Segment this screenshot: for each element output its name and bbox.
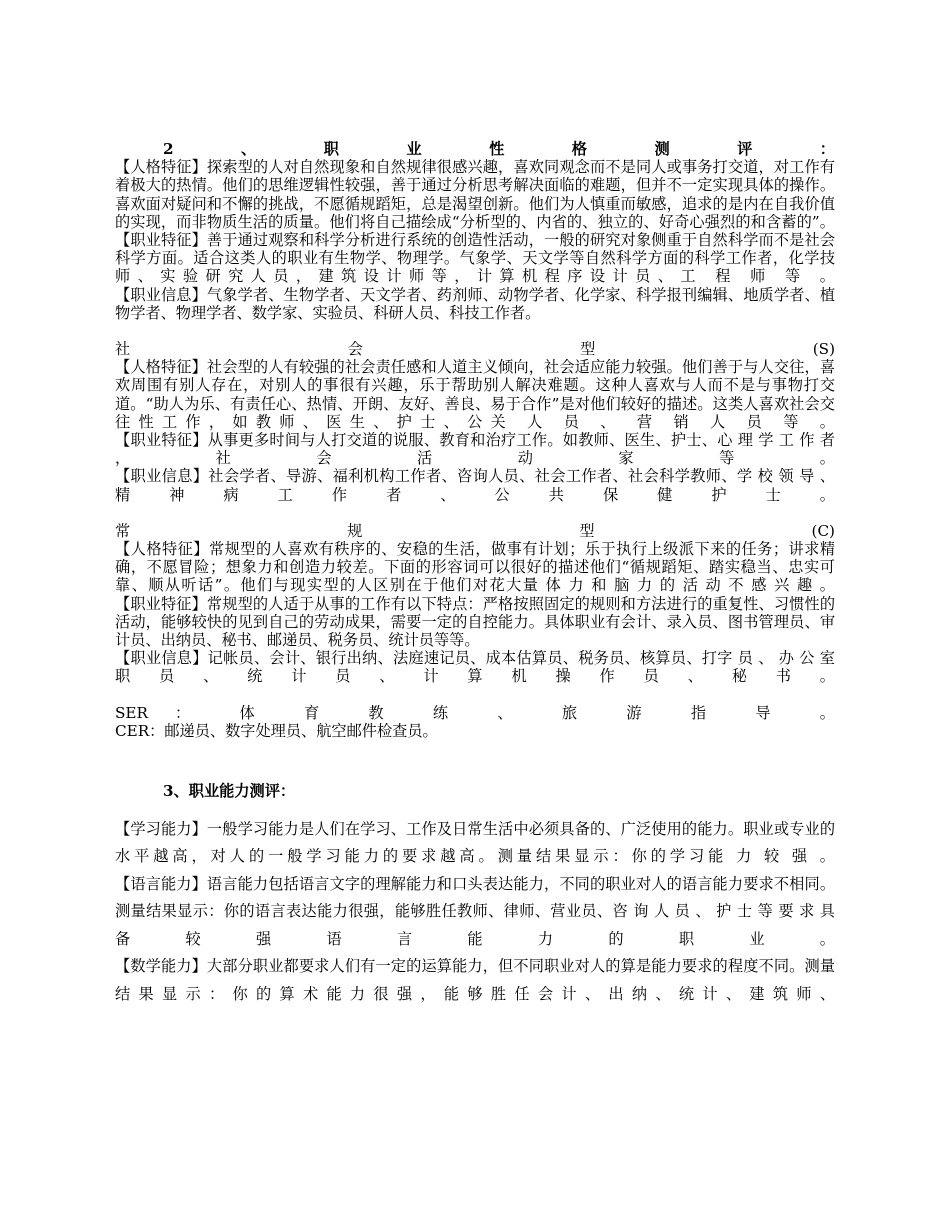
paragraph-social-careers: 【职业信息】社会学者、导游、福利机构工作者、咨询人员、社会工作者、社会科学教师、学 校 领 导 、 精 神 病 工 作 者 、 公 共 保 健 护 士 。 [115, 467, 835, 504]
paragraph-language-ability: 【语言能力】语言能力包括语言文字的理解能力和口头表达能力，不同的职业对人的语言能力要求不相同。测量结果显示：你的语言表达能力很强，能够胜任教师、律师、营业员、咨 询 人 员 、 护 士 等 要 求 具 备 较 强 语 言 能 力 的 职 业 。 [115, 874, 835, 948]
paragraph-investigative-careers: 【职业信息】气象学者、生物学者、天文学者、药剂师、动物学者、化学家、科学报刊编辑、地质学者、植物学者、物理学者、数学家、实验员、科研人员、科技工作者。 [115, 285, 835, 322]
section-ability [115, 778, 835, 1008]
paragraph-math-ability: 【数学能力】大部分职业都要求人们有一定的运算能力，但不同职业对人的算是能力要求的程度不同。测量结果显示：你的算术能力很强，能够胜任会计、出纳、统计、建筑师、 [115, 957, 835, 1003]
spacer [115, 686, 835, 704]
section-personality [115, 140, 835, 740]
spacer [115, 504, 835, 522]
section-heading-ability: 3、职业能力测评： [163, 782, 296, 801]
paragraph-ser-careers: SER ： 体 育 教 练 、 旅 游 指 导 。 [115, 703, 835, 722]
type-title-social: 社 会 型 (S) [115, 340, 835, 359]
paragraph-investigative-personality: 【人格特征】探索型的人对自然现象和自然规律很感兴趣，喜欢同观念而不是同人或事务打交道，对工作有着极大的热情。他们的思维逻辑性较强，善于通过分析思考解决面临的难题，但并不一定实现具体的操作。喜欢面对疑问和不懈的挑战，不愿循规蹈矩，总是渴望创新。他们为人慎重而敏感，追求的是内在自我价值的实现，而非物质生活的质量。他们将自己描绘成“分析型的、内省的、独立的、好奇心强烈的和含蓄的”。 [115, 158, 835, 231]
paragraph-investigative-career-traits: 【职业特征】善于通过观察和科学分析进行系统的创造性活动，一般的研究对象侧重于自然科学而不是社会科学方面。适合这类人的职业有生物学、物理学。气象学、天文学等自然科学方面的科学工作者，化学技师、实验研究人员，建筑设计师等，计算机程序设计员、工 程 师 等 。 [115, 231, 835, 286]
paragraph-conventional-career-traits: 【职业特征】常规型的人适于从事的工作有以下特点：严格按照固定的规则和方法进行的重复性、习惯性的活动，能够较快的见到自己的劳动成果，需要一定的自控能力。具体职业有会计、录入员、图书管理员、审计员、出纳员、秘书、邮递员、税务员、统计员等等。 [115, 594, 835, 650]
paragraph-conventional-personality: 【人格特征】常规型的人喜欢有秩序的、安稳的生活，做事有计划；乐于执行上级派下来的任务；讲求精确，不愿冒险；想象力和创造力较差。下面的形容词可以很好的描述他们“循规蹈矩、踏实稳当、忠实可靠、顺从听话”。他们与现实型的人区别在于他们对花大量 体 力 和 脑 力 的 活 动 不 感 兴 趣 。 [115, 540, 835, 595]
paragraph-conventional-careers: 【职业信息】记帐员、会计、银行出纳、法庭速记员、成本估算员、税务员、核算员、打字 员 、 办 公 室 职 员 、 统 计 员 、 计 算 机 操 作 员 、 秘 书 。 [115, 649, 835, 686]
section-heading-personality: 2、职业性格测评： [163, 140, 835, 158]
paragraph-learning-ability: 【学习能力】一般学习能力是人们在学习、工作及日常生活中必须具备的、广泛使用的能力。职业或专业的水平越高，对人的一般学习能力的要求越高。测量结果显示：你的学习能 力 较 强 。 [115, 819, 835, 866]
document-page [115, 140, 835, 1008]
paragraph-social-personality: 【人格特征】社会型的人有较强的社会责任感和人道主义倾向，社会适应能力较强。他们善于与人交往，喜欢周围有别人存在，对别人的事很有兴趣，乐于帮助别人解决难题。这种人喜欢与人而不是与事物打交道。“助人为乐、有责任心、热情、开朗、友好、善良、易于合作”是对他们较好的描述。这类人喜欢社会交往性工作，如教师、医生、护士、公关 人 员 、 营 销 人 员 等 。 [115, 358, 835, 431]
paragraph-cer-careers: CER：邮递员、数字处理员、航空邮件检查员。 [115, 721, 438, 740]
paragraph-social-career-traits: 【职业特征】从事更多时间与人打交道的说服、教育和治疗工作。如教师、医生、护士、心 理 学 工 作 者 ， 社 会 活 动 家 等 。 [115, 431, 835, 468]
spacer [115, 322, 835, 340]
type-title-conventional: 常 规 型 (C) [115, 521, 835, 540]
